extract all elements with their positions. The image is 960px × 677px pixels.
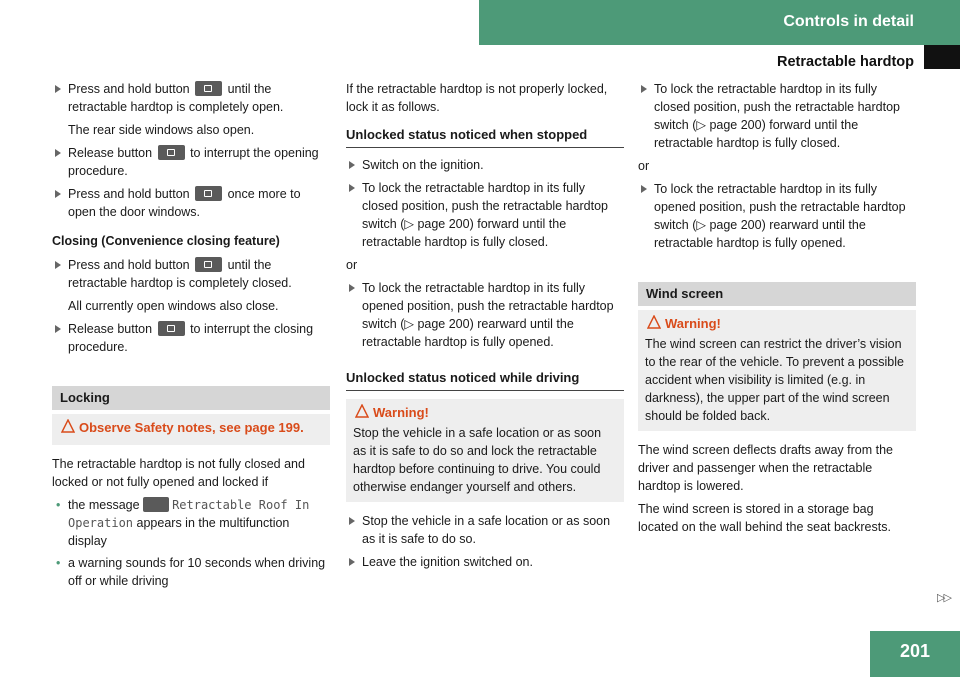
intro-paragraph: If the retractable hardtop is not properly locked, lock it as follows.: [346, 82, 608, 114]
note-windows-close: All currently open windows also close.: [68, 299, 279, 313]
warning-text: Stop the vehicle in a safe location or as soon as it is safe to do so and lock the retractable hardtop before continuing to drive. You could otherwise endanger yourself and others.: [353, 426, 602, 494]
warning-text: The wind screen can restrict the driver’s vision to the rear of the vehicle. To prevent a possible accident when visibility is limited (e.g. in darkness), the upper part of the wind screen should be folded back.: [645, 337, 904, 423]
heading-stopped: Unlocked status noticed when stopped: [346, 126, 624, 148]
step-stop-vehicle: Stop the vehicle in a safe location or as soon as it is safe to do so.: [346, 512, 624, 548]
unlock-button-icon: [195, 186, 222, 201]
step-release-close: Release button to interrupt the closing procedure.: [52, 320, 330, 356]
unlock-button-icon: [158, 145, 185, 160]
heading-driving: Unlocked status noticed while driving: [346, 369, 624, 391]
safety-notes-box: [52, 414, 330, 445]
warning-box-wind-screen: Warning! The wind screen can restrict the driver’s vision to the rear of the vehicle. To prevent a possible accident when visibility is limited (e.g. in darkness), the upper part of the wind screen should be folded back.: [638, 310, 916, 431]
wind-screen-paragraph-2: The wind screen is stored in a storage bag located on the wall behind the seat backrests.: [638, 502, 891, 534]
display-message: Retractable Roof In Operation: [68, 498, 310, 530]
step-lock-opened: To lock the retractable hardtop in its fully opened position, push the retractable hardtop switch (▷ page 200) rearward until the retractable hardtop is fully opened.: [346, 279, 624, 351]
step-lock-closed: To lock the retractable hardtop in its fully closed position, push the retractable hardtop switch (▷ page 200) forward until the retractable hardtop is fully closed.: [346, 179, 624, 251]
column-1: [52, 80, 330, 594]
section-title: Controls in detail: [783, 13, 914, 30]
step-ignition: Switch on the ignition.: [346, 156, 624, 174]
warning-box-driving: Warning! Stop the vehicle in a safe location or as soon as it is safe to do so and lock the retractable hardtop before continuing to drive. You could otherwise endanger yourself and others.: [346, 399, 624, 502]
locking-paragraph: The retractable hardtop is not fully closed and locked or not fully opened and locked if: [52, 457, 305, 489]
bullet-message: • the message Retractable Roof In Operation appears in the multifunction display: [56, 496, 330, 550]
warning-triangle-icon: [647, 315, 661, 329]
safety-notes-link[interactable]: Observe Safety notes, see page 199.: [79, 420, 304, 435]
step-open: Press and hold button until the retractable hardtop is completely open.: [52, 80, 330, 116]
car-roof-icon: [143, 497, 169, 512]
continue-arrows-icon: ▷▷: [937, 592, 950, 604]
header-band: [479, 0, 960, 45]
closing-heading: Closing (Convenience closing feature): [52, 234, 280, 248]
wind-screen-bar: Wind screen: [638, 282, 916, 306]
unlock-button-icon: [195, 81, 222, 96]
step-lock-opened: To lock the retractable hardtop in its fully opened position, push the retractable hardtop switch (▷ page 200) rearward until the retractable hardtop is fully opened.: [638, 180, 916, 252]
step-release-open: Release button to interrupt the opening procedure.: [52, 144, 330, 180]
wind-screen-paragraph-1: The wind screen deflects drafts away from the driver and passenger when the retractable hardtop is lowered.: [638, 443, 893, 493]
warning-triangle-icon: [355, 404, 369, 418]
note-rear-windows: The rear side windows also open.: [68, 123, 255, 137]
or-text: or: [346, 258, 358, 272]
warning-triangle-icon: [61, 419, 75, 433]
locking-bar: Locking: [52, 386, 330, 410]
column-2: [346, 80, 624, 576]
step-close: Press and hold button until the retractable hardtop is completely closed.: [52, 256, 330, 292]
header-tab: [924, 45, 960, 69]
bullet-warning-sound: • a warning sounds for 10 seconds when driving off or while driving: [56, 554, 330, 590]
subsection-title: Retractable hardtop: [777, 54, 914, 70]
lock-button-icon: [158, 321, 185, 336]
step-lock-closed: To lock the retractable hardtop in its fully closed position, push the retractable hardtop switch (▷ page 200) forward until the retractable hardtop is fully closed.: [638, 80, 916, 152]
lock-button-icon: [195, 257, 222, 272]
step-door-windows: Press and hold button once more to open the door windows.: [52, 185, 330, 221]
step-leave-ignition: Leave the ignition switched on.: [346, 553, 624, 571]
column-3: [638, 80, 916, 541]
or-text: or: [638, 159, 650, 173]
page-number: 201: [870, 631, 960, 677]
